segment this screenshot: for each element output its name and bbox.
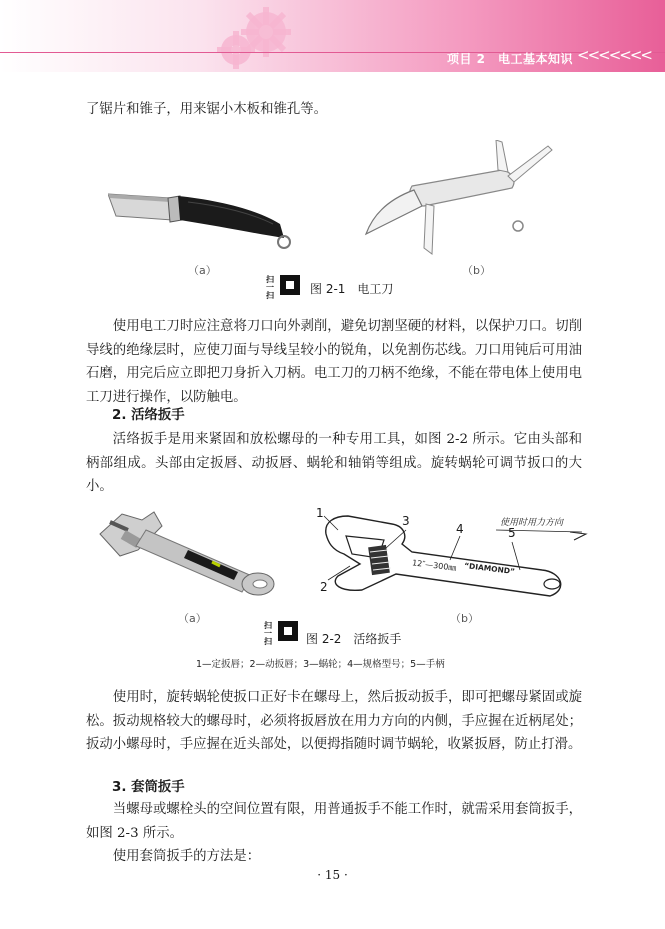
section-heading: 2. 活络扳手	[112, 408, 185, 423]
scan-label-mid: 一	[264, 629, 272, 638]
qr-code-icon[interactable]	[280, 275, 300, 295]
paragraph: 使用时，旋转蜗轮使扳口正好卡在螺母上，然后扳动扳手，即可把螺母紧固或旋松。扳动规格较大的螺母时，必须将扳唇放在用力方向的内侧，手应握在近柄尾处；扳动小螺母时，手应握在近头部处，以便拇指随时调节蜗轮，收紧扳唇，防止打滑。	[86, 690, 582, 752]
qr-code-icon[interactable]	[278, 621, 298, 641]
electrician-knife-closed-image	[108, 176, 293, 256]
paragraph: 使用套筒扳手的方法是：	[112, 849, 261, 864]
section-heading: 3. 套筒扳手	[112, 780, 185, 795]
figure-caption: 图 2-2 活络扳手	[306, 632, 402, 646]
callout-5: 5	[508, 526, 516, 540]
scan-label-top: 扫	[266, 275, 274, 284]
scan-label-top: 扫	[264, 621, 272, 630]
direction-handwriting: 使用时用力方向	[500, 518, 564, 528]
page-number: · 15 ·	[317, 868, 348, 882]
callout-4: 4	[456, 522, 464, 536]
paragraph: 了锯片和锥子，用来锯小木板和锥孔等。	[86, 102, 328, 117]
header-title: 项目 2 电工基本知识	[446, 52, 573, 66]
gear-decoration-icon	[196, 4, 306, 70]
chevron-decoration-icon: <<<<<<<	[577, 46, 651, 64]
electrician-knife-open-image	[362, 140, 558, 256]
figure-label-b: （b）	[462, 264, 491, 277]
paragraph: 当螺母或螺栓头的空间位置有限，用普通扳手不能工作时，就需采用套筒扳手，如图 2-3 所示。	[86, 802, 582, 841]
scan-label-bottom: 扫	[264, 637, 272, 646]
brand-marking: “DIAMOND”	[463, 560, 516, 577]
paragraph: 使用电工刀时应注意将刀口向外剥削，避免切割坚硬的材料，以保护刀口。切削导线的绝缘层时，应使刀面与导线呈较小的锐角，以免割伤芯线。刀口用钝后可用油石磨，用完后应立即把刀身折入刀柄。电工刀的刀柄不绝缘，不能在带电体上使用电工刀进行操作，以防触电。	[86, 319, 582, 405]
callout-3: 3	[402, 514, 410, 528]
paragraph: 活络扳手是用来紧固和放松螺母的一种专用工具，如图 2-2 所示。它由头部和柄部组成。头部由定扳唇、动扳唇、蜗轮和轴销等组成。旋转蜗轮可调节扳口的大小。	[86, 432, 582, 494]
figure-label-a: （a）	[188, 264, 217, 277]
callout-1: 1	[316, 506, 324, 520]
figure-caption: 图 2-1 电工刀	[310, 282, 394, 296]
figure-note: 1—定扳唇；2—动扳唇；3—蜗轮；4—规格型号；5—手柄	[196, 659, 445, 670]
callout-2: 2	[320, 580, 328, 594]
scan-label-mid: 一	[266, 283, 274, 292]
adjustable-wrench-photo-image	[92, 500, 282, 604]
figure-label-b: （b）	[450, 612, 479, 625]
page-header	[0, 0, 665, 72]
figure-label-a: （a）	[178, 612, 207, 625]
spec-marking: 12″—300㎜	[411, 558, 457, 573]
scan-label-bottom: 扫	[266, 291, 274, 300]
